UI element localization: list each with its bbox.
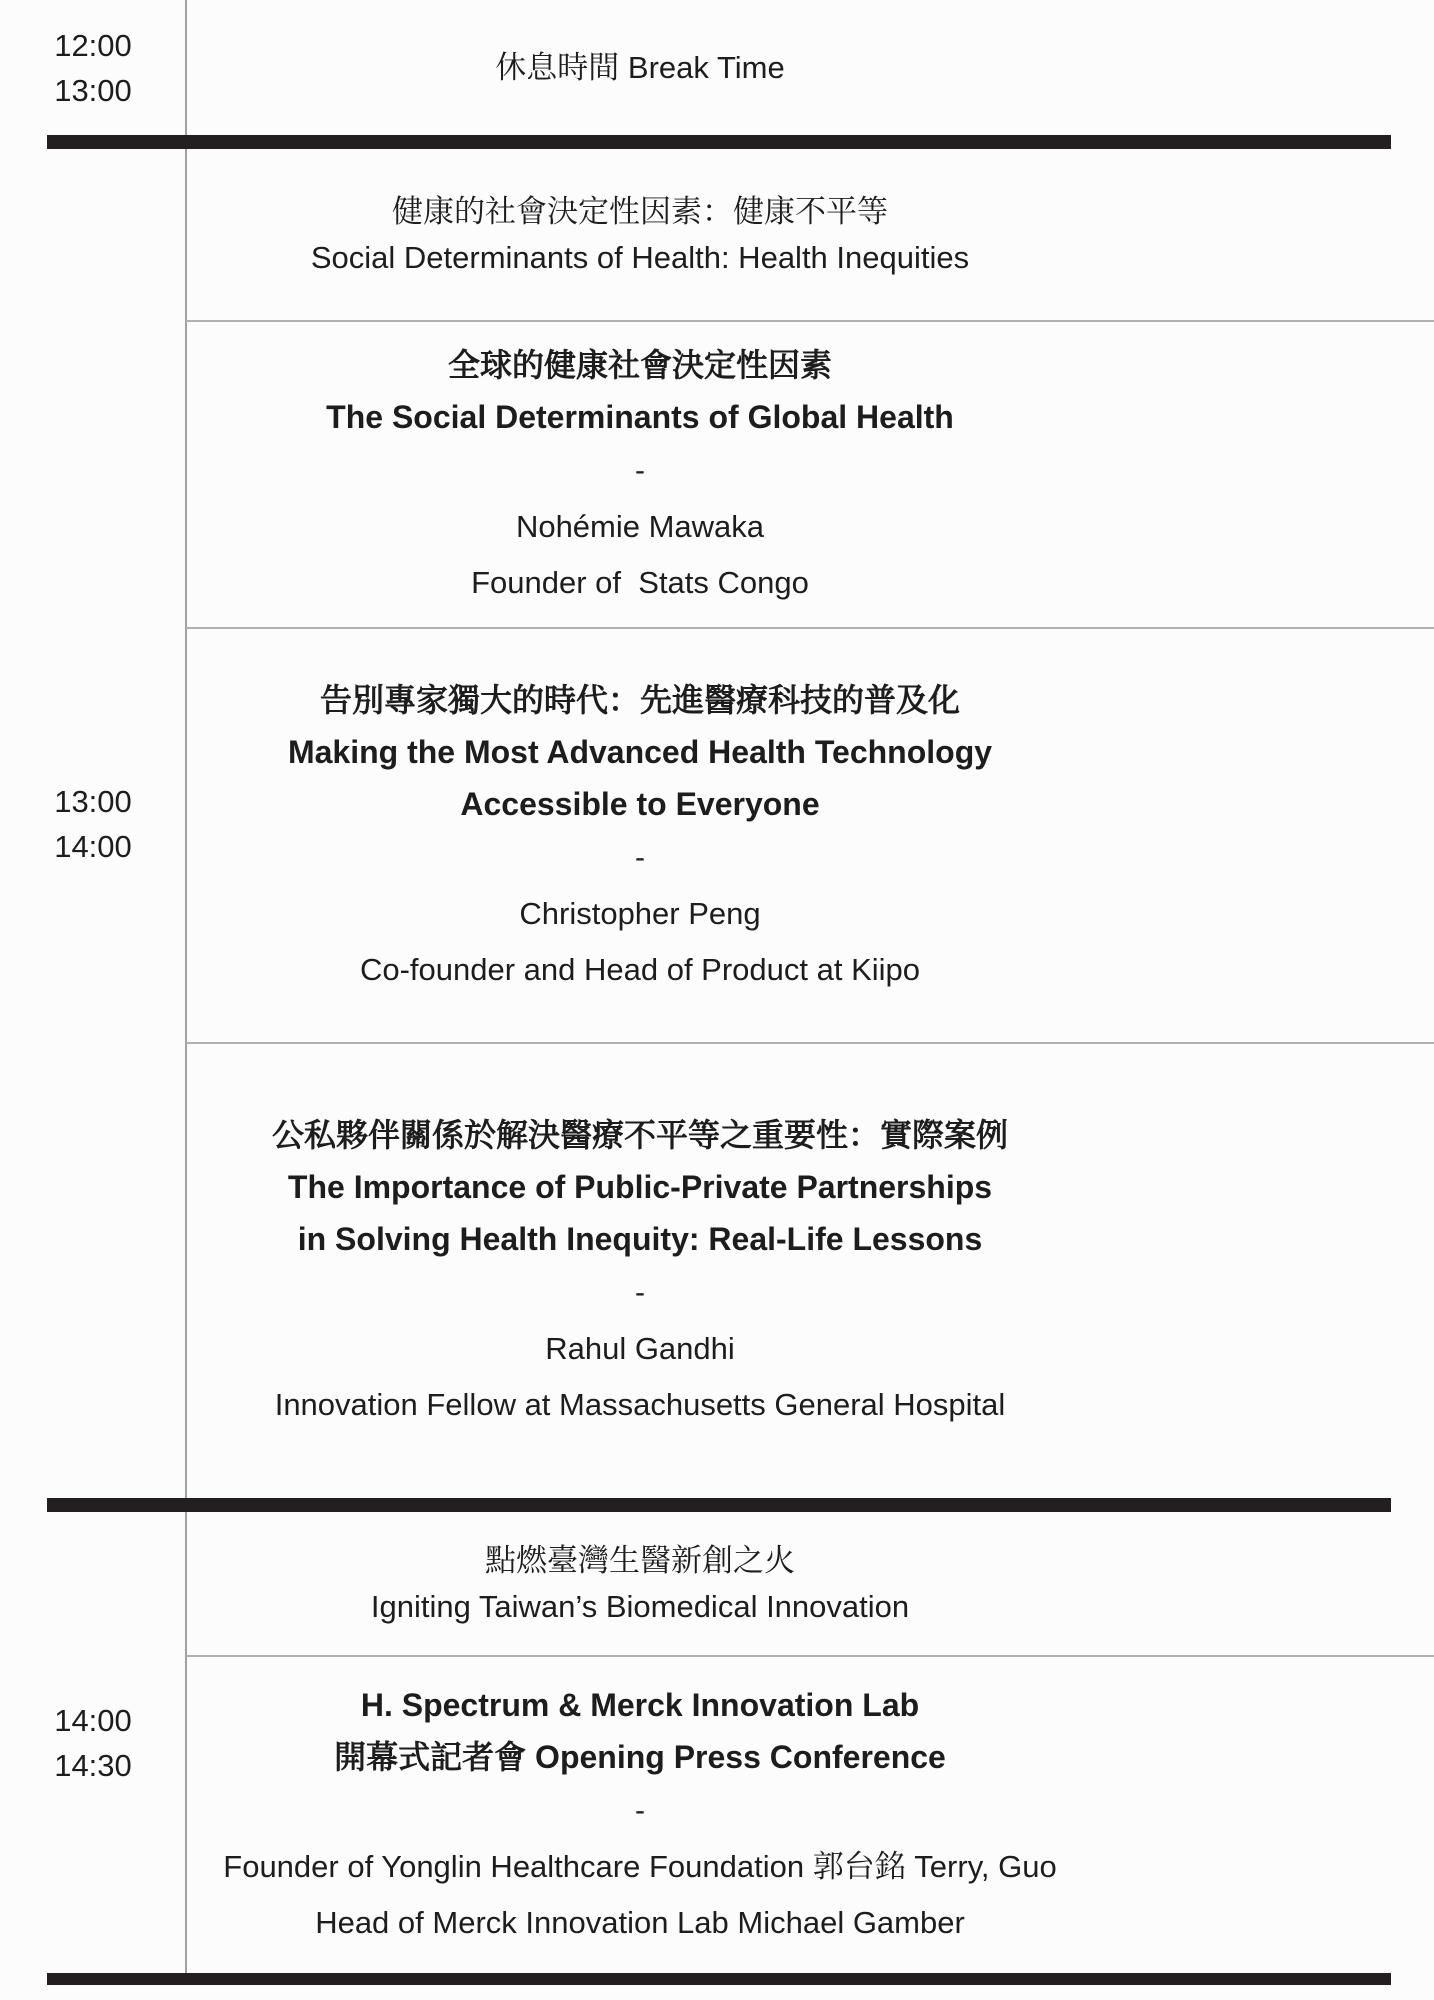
session-title-line1: H. Spectrum & Merck Innovation Lab	[360, 1687, 920, 1723]
session-health-technology	[186, 629, 1434, 1042]
track-title-en: Igniting Taiwan’s Biomedical Innovation	[370, 1588, 910, 1624]
schedule-row-press-conference	[0, 1512, 1434, 1973]
session-title-zh: 全球的健康社會決定性因素	[447, 346, 832, 383]
time-end: 14:00	[54, 828, 132, 864]
content-cell	[186, 1512, 1434, 1973]
time-cell	[0, 149, 186, 1498]
speaker-role: Founder of Stats Congo	[471, 564, 809, 600]
section-divider-bar	[47, 135, 1391, 149]
session-title-line2: 開幕式記者會 Opening Press Conference	[334, 1739, 946, 1775]
time-end: 13:00	[54, 72, 132, 108]
track-header	[186, 149, 1434, 320]
session-title-en-line2: Accessible to Everyone	[460, 785, 820, 822]
track-title-zh: 點燃臺灣生醫新創之火	[485, 1542, 795, 1578]
speaker-name: Christopher Peng	[519, 895, 761, 931]
schedule-row-sdoh	[0, 149, 1434, 1498]
section-divider-bar	[47, 1498, 1391, 1512]
track-title-zh: 健康的社會決定性因素：健康不平等	[392, 193, 888, 229]
session-separator-dash: -	[635, 1276, 645, 1309]
session-opening-press-conference	[186, 1657, 1434, 1973]
session-title-zh: 公私夥伴關係於解決醫療不平等之重要性：實際案例	[271, 1117, 1008, 1153]
session-separator-dash: -	[635, 453, 645, 487]
bottom-margin	[0, 1985, 1434, 2000]
time-start: 14:00	[54, 1702, 132, 1738]
time-start: 12:00	[54, 27, 132, 63]
session-title-en-line1: Making the Most Advanced Health Technology	[287, 733, 993, 770]
session-title-zh: 告別專家獨大的時代：先進醫療科技的普及化	[319, 681, 960, 718]
time-cell	[0, 1512, 186, 1973]
session-title-en-line2: in Solving Health Inequity: Real-Life Lessons	[297, 1221, 983, 1257]
session-title-en-line1: The Importance of Public-Private Partnerships	[287, 1169, 993, 1205]
time-end: 14:30	[54, 1747, 132, 1783]
session-public-private-partnerships	[186, 1044, 1434, 1498]
section-divider-bar-bottom	[47, 1973, 1391, 1985]
session-global-health	[186, 322, 1434, 627]
speaker-line2: Head of Merck Innovation Lab Michael Gamber	[315, 1905, 965, 1940]
session-title-en: The Social Determinants of Global Health	[326, 398, 954, 435]
schedule-row-break	[0, 0, 1434, 135]
time-start: 13:00	[54, 783, 132, 819]
track-title-en: Social Determinants of Health: Health Inequities	[310, 239, 970, 275]
speaker-role: Innovation Fellow at Massachusetts General Hospital	[274, 1387, 1006, 1422]
speaker-line1: Founder of Yonglin Healthcare Foundation 郭台銘 Terry, Guo	[223, 1849, 1057, 1884]
session-separator-dash: -	[635, 840, 645, 874]
speaker-role: Co-founder and Head of Product at Kiipo	[359, 951, 921, 987]
break-title-block	[186, 0, 1434, 135]
time-cell	[0, 0, 186, 135]
content-cell	[186, 149, 1434, 1498]
break-title: 休息時間 Break Time	[495, 50, 785, 85]
speaker-name: Rahul Gandhi	[545, 1331, 735, 1366]
content-cell	[186, 0, 1434, 135]
speaker-name: Nohémie Mawaka	[515, 508, 765, 544]
session-separator-dash: -	[635, 1794, 645, 1827]
track-header	[186, 1512, 1434, 1655]
